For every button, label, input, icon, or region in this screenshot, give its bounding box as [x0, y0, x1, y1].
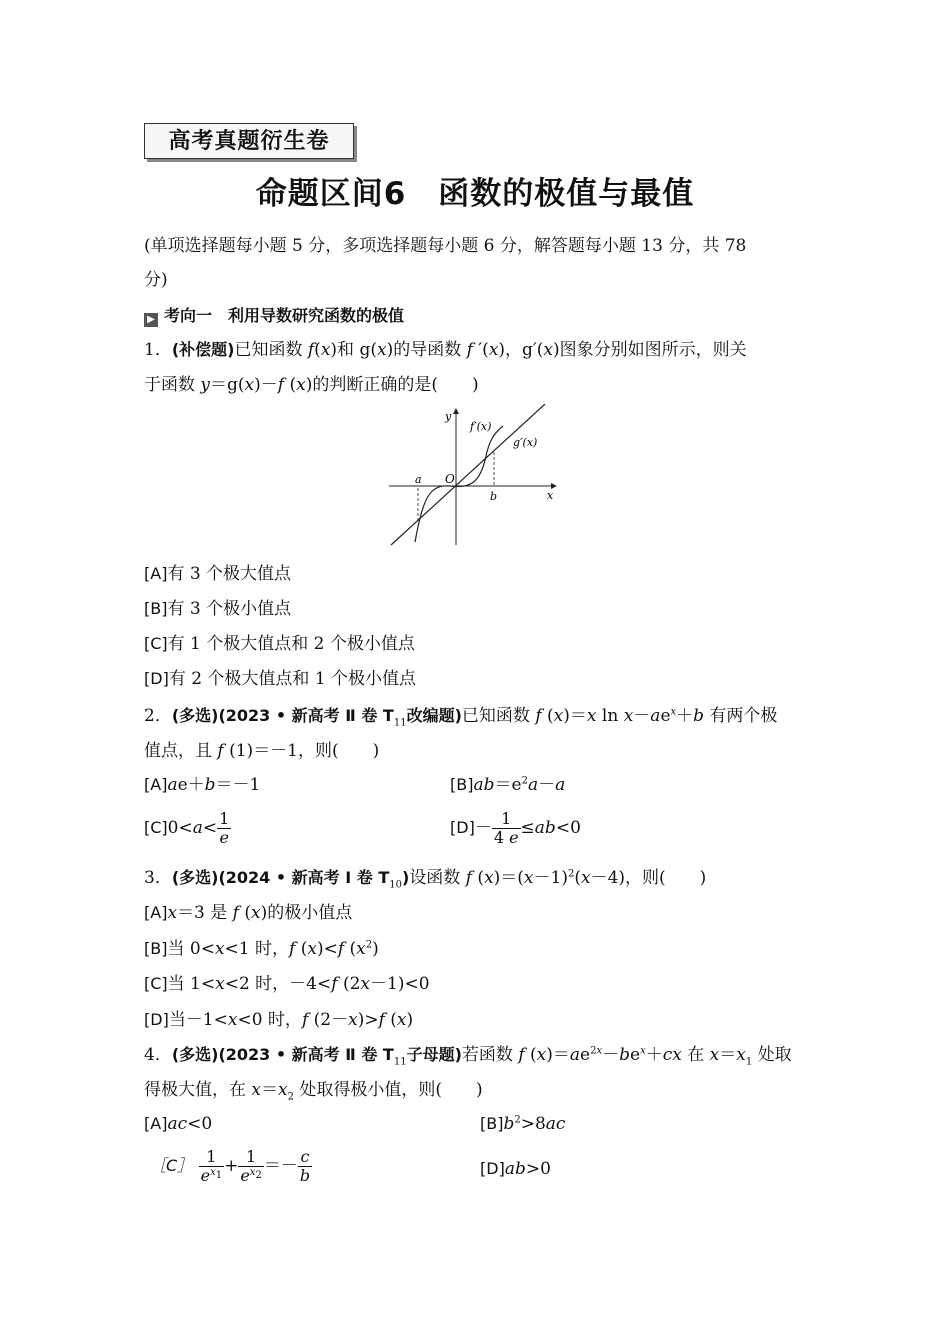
exam-banner: 高考真题衍生卷 [144, 123, 354, 159]
q4-stem-line-1: 4．(多选)(2023 • 新高考 Ⅱ 卷 $T_{11}$子母题)若函数 f $(x)=ae^{2x}-be^x+cx$ 在 $x=x_1$ 处取 [144, 1045, 792, 1068]
q2-option-b[interactable]: $[B]ab=e^2a-a$ [450, 775, 566, 795]
q1-stem-line-2: 于函数 y＝g(x)－f (x)的判断正确的是( ) [144, 375, 479, 395]
q1-stem-line-1: 1．(补偿题)已知函数 f(x)和 g(x)的导函数 f ′(x)，g′(x)图象分别如图所示，则关 [144, 340, 747, 360]
y-axis-label: y [445, 410, 452, 423]
q1-derivative-graph [385, 404, 560, 549]
q1-option-c[interactable]: [C]有 1 个极大值点和 2 个极小值点 [144, 634, 415, 654]
q4-option-d[interactable]: [D]ab>0 [480, 1159, 551, 1179]
g-prime-curve [415, 426, 503, 542]
q3-option-a[interactable]: [A]x＝3 是 f (x)的极小值点 [144, 903, 353, 923]
q3-option-b[interactable]: [B]当 0<x<1 时，f (x)<f $(x^2)$ [144, 939, 379, 959]
q1-option-d[interactable]: [D]有 2 个极大值点和 1 个极小值点 [144, 669, 417, 689]
q1-number: 1． [144, 340, 172, 360]
point-a-label: a [415, 473, 422, 486]
f-prime-label: f′(x) [470, 420, 492, 433]
page-title: 命题区间6 函数的极值与最值 [255, 176, 695, 212]
q2-stem-line-2: 值点，且 f (1)＝－1，则( ) [144, 741, 380, 761]
q3-option-d[interactable]: [D]当－1<x<0 时，f (2－x)>f (x) [144, 1010, 414, 1030]
q2-option-a[interactable]: [A]ae＋b＝－1 [144, 775, 261, 795]
intro-line-2: 分) [144, 270, 168, 290]
section-heading [144, 304, 404, 328]
q3-stem: 3．(多选)(2024 • 新高考 Ⅰ 卷 $T_{10}$)设函数 f $(x)=(x-1)^2(x-4)$，则( ) [144, 868, 707, 891]
g-prime-label: g′(x) [513, 436, 538, 449]
x-axis-label: x [547, 489, 554, 502]
q2-stem-line-1: 2．(多选)(2023 • 新高考 Ⅱ 卷 $T_{11}$改编题)已知函数 f (x)＝x $\ln x-ae^x+b$ 有两个极 [144, 706, 778, 729]
y-axis-arrow [453, 408, 459, 414]
q3-option-c[interactable]: [C]当 1<x<2 时，－4<f (2x－1)<0 [144, 974, 430, 994]
q1-tag: (补偿题) [171, 340, 235, 359]
q1-option-b[interactable]: [B]有 3 个极小值点 [144, 599, 292, 619]
play-triangle-icon: ▶ [144, 313, 158, 327]
point-b-label: b [490, 490, 498, 503]
origin-label: O [445, 472, 455, 486]
q4-option-a[interactable]: [A]ac<0 [144, 1114, 213, 1134]
q2-option-c[interactable]: [C]0<a< $\frac{1}{e}$ [144, 809, 230, 847]
q1-option-a[interactable]: [A]有 3 个极大值点 [144, 564, 292, 584]
q4-stem-line-2: 得极大值，在 $x=x_2$ 处取得极小值，则( ) [144, 1080, 483, 1103]
intro-line-1: (单项选择题每小题 5 分，多项选择题每小题 6 分，解答题每小题 13 分，共 78 [144, 236, 747, 256]
q4-option-c[interactable]: ［C］ $\frac{1}{e^{x_1}}$ + $\frac{1}{e^{x_2}}$ ＝－ $\frac{c}{b}$ [150, 1147, 311, 1185]
q4-option-b[interactable]: $[B]b^2>8ac$ [480, 1114, 566, 1134]
section-label: 考向一 利用导数研究函数的极值 [164, 306, 405, 325]
q2-option-d[interactable]: [D]－ $\frac{1}{4 e}$ ≤ab<0 [450, 809, 581, 847]
